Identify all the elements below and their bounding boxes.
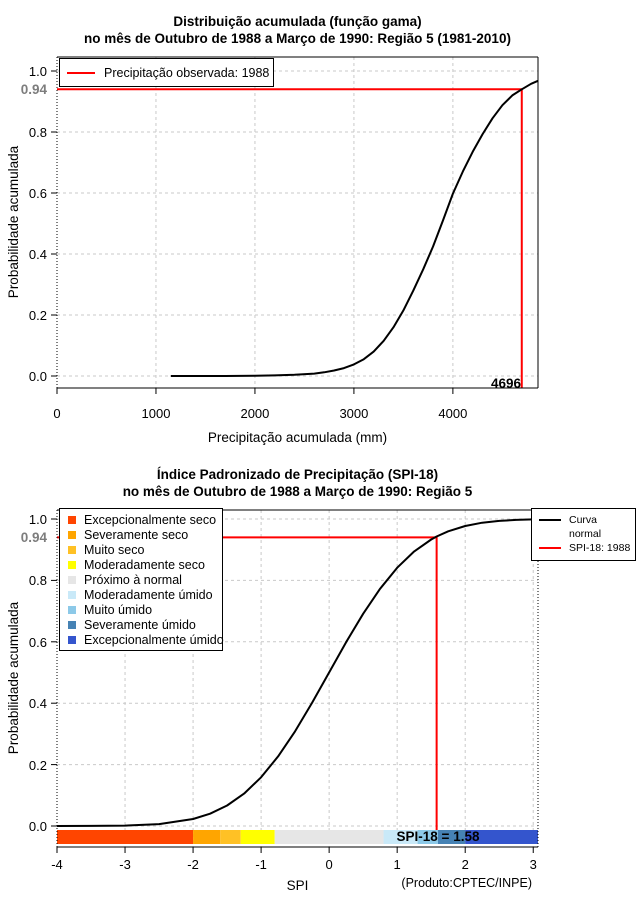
spi-category-legend-item: [60, 573, 222, 588]
x-tick-label: -3: [119, 857, 131, 872]
category-color-swatch-icon: [68, 621, 76, 629]
spi-value-label: SPI-18 = 1.58: [396, 829, 480, 844]
red-line-swatch-icon: [67, 72, 95, 74]
spi-category-bar-segment: [57, 830, 193, 844]
x-tick-label: 2000: [240, 406, 270, 421]
chart1-x-axis-label: Precipitação acumulada (mm): [207, 430, 388, 445]
category-label: Moderadamente úmido: [84, 587, 213, 602]
category-label: Severamente seco: [84, 528, 189, 543]
spi-category-legend-item: [60, 528, 222, 543]
legend-item-label: Curva: [569, 514, 598, 526]
y-tick-label: 1.0: [28, 64, 47, 79]
chart2-title: Índice Padronizado de Precipitação (SPI-18): [156, 467, 439, 482]
x-tick-label: 2: [461, 857, 469, 872]
legend-item-label: SPI-18: 1988: [569, 542, 631, 554]
legend-item-label: Precipitação observada: 1988: [104, 65, 270, 80]
spi-category-legend-item: [60, 587, 222, 602]
y-tick-label: 0.8: [28, 125, 47, 140]
legend-item-label: normal: [569, 528, 602, 540]
category-color-swatch-icon: [68, 636, 76, 644]
legend-item-spi-1988: [532, 541, 635, 555]
x-tick-label: 1000: [141, 406, 171, 421]
legend-item-normal-curve: [532, 513, 635, 527]
spi-category-legend-item: [60, 602, 222, 617]
spi-category-bar-segment: [241, 830, 275, 844]
chart1-title: Distribuição acumulada (função gama): [173, 14, 422, 29]
red-line-swatch-icon: [539, 547, 561, 549]
y-tick-label: 0.2: [28, 308, 47, 323]
spi-category-legend-item: [60, 543, 222, 558]
legend-item-normal-curve-line2: [532, 527, 635, 541]
spi-category-legend-item: [60, 558, 222, 573]
y-tick-label: 0.0: [28, 369, 47, 384]
category-label: Próximo à normal: [84, 573, 182, 587]
y-tick-label: 0.6: [28, 634, 47, 650]
spi-category-legend-item: [60, 617, 222, 632]
spi-category-legend-item: [60, 632, 222, 647]
x-tick-label: 4000: [438, 406, 468, 421]
x-tick-label: -1: [255, 857, 267, 872]
x-tick-label: 1: [393, 857, 401, 872]
category-color-swatch-icon: [68, 516, 76, 524]
category-color-swatch-icon: [68, 576, 76, 584]
category-color-swatch-icon: [68, 531, 76, 539]
x-tick-label: -2: [187, 857, 199, 872]
category-color-swatch-icon: [68, 606, 76, 614]
category-color-swatch-icon: [68, 561, 76, 569]
y-tick-label: 0.0: [28, 819, 47, 834]
category-label: Muito úmido: [84, 602, 153, 617]
category-label: Excepcionalmente úmido: [84, 632, 224, 647]
category-label: Excepcionalmente seco: [84, 513, 217, 528]
y-tick-label: 0.2: [28, 757, 47, 773]
x-tick-label: 3000: [339, 406, 369, 421]
x-tick-label: 0: [53, 406, 61, 421]
chart2-reference-probability-label: 0.94: [20, 530, 47, 545]
reference-lines: [57, 89, 522, 388]
category-label: Moderadamente seco: [84, 558, 205, 573]
category-color-swatch-icon: [68, 546, 76, 554]
chart2-y-axis-label: Probabilidade acumulada: [6, 601, 21, 755]
product-credit-note: (Produto:CPTEC/INPE): [401, 876, 532, 890]
chart2-line-legend: [531, 508, 636, 561]
category-color-swatch-icon: [68, 591, 76, 599]
spi-category-bar-segment: [193, 830, 220, 844]
x-tick-label: 3: [529, 857, 537, 872]
y-tick-label: 0.6: [28, 186, 47, 201]
chart2-subtitle: no mês de Outubro de 1988 a Março de 1990: Região 5: [122, 484, 473, 499]
y-tick-label: 0.4: [28, 247, 47, 262]
y-tick-label: 0.8: [28, 573, 47, 589]
chart2-x-axis-label: SPI: [286, 878, 309, 893]
chart1-subtitle: no mês de Outubro de 1988 a Março de 1990: Região 5 (1981-2010): [84, 31, 511, 46]
black-line-swatch-icon: [539, 519, 561, 521]
category-label: Muito seco: [84, 543, 145, 558]
x-tick-label: -4: [51, 857, 63, 872]
chart1-reference-probability-label: 0.94: [20, 82, 47, 97]
chart1-legend: [59, 58, 274, 87]
spi-category-legend: [59, 508, 223, 651]
chart1-y-axis-label: Probabilidade acumulada: [6, 145, 21, 299]
spi-category-legend-item: [60, 513, 222, 528]
spi-category-bar-segment: [275, 830, 384, 844]
legend-item-observed-precipitation: [60, 59, 273, 86]
y-tick-label: 0.4: [28, 696, 47, 712]
spi-category-bar-segment: [220, 830, 240, 844]
chart1-reference-value-label: 4696: [490, 376, 521, 391]
category-label: Severamente úmido: [84, 617, 196, 632]
x-tick-label: 0: [325, 857, 333, 872]
y-tick-label: 1.0: [28, 512, 47, 527]
